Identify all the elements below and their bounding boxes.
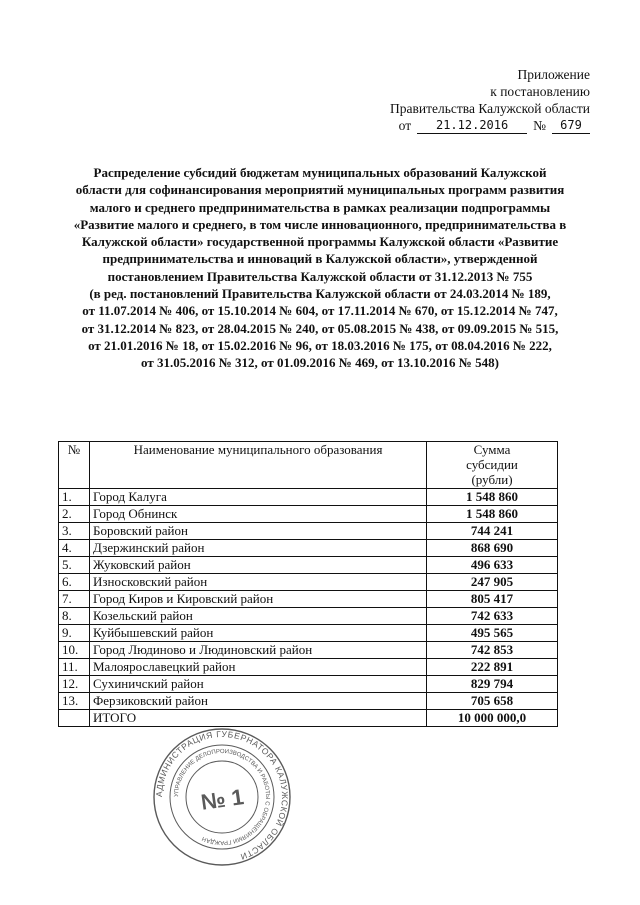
title-line: Распределение субсидий бюджетам муниципальных образований Калужской xyxy=(93,165,547,180)
appendix-line-1: Приложение xyxy=(517,67,590,82)
header-amount-line: (рубли) xyxy=(471,472,513,487)
row-amount: 1 548 860 xyxy=(427,506,558,523)
appendix-line-3: Правительства Калужской области xyxy=(389,101,590,116)
row-amount: 868 690 xyxy=(427,540,558,557)
table-row xyxy=(59,608,558,625)
row-name: Город Калуга xyxy=(90,489,427,506)
title-line: от 31.05.2016 № 312, от 01.09.2016 № 469, от 13.10.2016 № 548) xyxy=(141,355,499,371)
row-name: Куйбышевский район xyxy=(90,625,427,642)
table-row xyxy=(59,557,558,574)
row-amount: 495 565 xyxy=(427,625,558,642)
row-no: 11. xyxy=(59,659,90,676)
subsidy-table xyxy=(58,441,558,727)
title-line: от 31.12.2014 № 823, от 28.04.2015 № 240, от 05.08.2015 № 438, от 09.09.2015 № 515, xyxy=(81,320,559,336)
title-line: предпринимательства и инноваций в Калужской области», утвержденной xyxy=(102,251,538,267)
row-no: 6. xyxy=(59,574,90,591)
row-no: 7. xyxy=(59,591,90,608)
stamp-outer-text-path: АДМИНИСТРАЦИЯ ГУБЕРНАТОРА КАЛУЖСКОЙ ОБЛАСТИ xyxy=(153,728,291,863)
table-row xyxy=(59,591,558,608)
document-title xyxy=(40,164,600,372)
title-line: малого и среднего предпринимательства в рамках реализации подпрограммы xyxy=(89,199,551,215)
row-amount: 222 891 xyxy=(427,659,558,676)
title-line: Калужской области» государственной программы Калужской области «Развитие xyxy=(81,234,559,250)
row-amount: 829 794 xyxy=(427,676,558,693)
appendix-line-2: к постановлению xyxy=(490,84,590,99)
row-no: 9. xyxy=(59,625,90,642)
row-amount: 496 633 xyxy=(427,557,558,574)
row-name: Город Людиново и Людиновский район xyxy=(90,642,427,659)
row-no: 2. xyxy=(59,506,90,523)
row-name: Износковский район xyxy=(90,574,427,591)
row-amount: 1 548 860 xyxy=(427,489,558,506)
header-name: Наименование муниципального образования xyxy=(90,442,427,489)
row-amount: 805 417 xyxy=(427,591,558,608)
row-name: Дзержинский район xyxy=(90,540,427,557)
appendix-header xyxy=(330,66,590,134)
header-no: № xyxy=(59,442,90,489)
title-line: постановлением Правительства Калужской области от 31.12.2013 № 755 xyxy=(107,268,533,284)
row-no: 1. xyxy=(59,489,90,506)
table-row xyxy=(59,676,558,693)
table-row xyxy=(59,506,558,523)
row-no: 13. xyxy=(59,693,90,710)
row-no: 4. xyxy=(59,540,90,557)
title-line: от 21.01.2016 № 18, от 15.02.2016 № 96, от 18.03.2016 № 175, от 08.04.2016 № 222, xyxy=(88,337,552,353)
total-no xyxy=(59,710,90,727)
row-name: Сухиничский район xyxy=(90,676,427,693)
row-no: 8. xyxy=(59,608,90,625)
stamp-number: № 1 xyxy=(199,784,246,815)
header-amount-line: субсидии xyxy=(466,457,518,472)
row-amount: 744 241 xyxy=(427,523,558,540)
header-amount xyxy=(427,442,558,489)
table-row xyxy=(59,523,558,540)
table-row xyxy=(59,574,558,591)
row-name: Город Киров и Кировский район xyxy=(90,591,427,608)
row-no: 10. xyxy=(59,642,90,659)
total-row xyxy=(59,710,558,727)
row-name: Малоярославецкий район xyxy=(90,659,427,676)
table-row xyxy=(59,659,558,676)
row-name: Козельский район xyxy=(90,608,427,625)
row-no: 5. xyxy=(59,557,90,574)
table-row xyxy=(59,693,558,710)
official-stamp xyxy=(152,727,292,867)
table-row xyxy=(59,625,558,642)
row-amount: 247 905 xyxy=(427,574,558,591)
title-line: «Развитие малого и среднего, в том числе инновационного, предпринимательства в xyxy=(73,216,567,232)
order-date-line xyxy=(330,117,590,134)
row-name: Боровский район xyxy=(90,523,427,540)
title-line: от 11.07.2014 № 406, от 15.10.2014 № 604, от 17.11.2014 № 670, от 15.12.2014 № 747, xyxy=(82,303,558,319)
table-header-row xyxy=(59,442,558,489)
number-label: № xyxy=(533,118,546,133)
row-name: Ферзиковский район xyxy=(90,693,427,710)
order-date: 21.12.2016 xyxy=(417,118,527,134)
title-line: области для софинансирования мероприятий муниципальных программ развития xyxy=(75,182,565,198)
order-number: 679 xyxy=(552,118,590,134)
row-no: 12. xyxy=(59,676,90,693)
stamp-inner-text-path: УПРАВЛЕНИЕ ДЕЛОПРОИЗВОДСТВА И РАБОТЫ С ОБРАЩЕНИЯМИ ГРАЖДАН xyxy=(173,748,271,846)
row-amount: 742 633 xyxy=(427,608,558,625)
row-name: Город Обнинск xyxy=(90,506,427,523)
table-row xyxy=(59,540,558,557)
table-row xyxy=(59,642,558,659)
header-amount-line: Сумма xyxy=(473,442,511,457)
title-line: (в ред. постановлений Правительства Калужской области от 24.03.2014 № 189, xyxy=(89,286,551,302)
table-row xyxy=(59,489,558,506)
total-label: ИТОГО xyxy=(90,710,427,727)
row-amount: 705 658 xyxy=(427,693,558,710)
row-amount: 742 853 xyxy=(427,642,558,659)
total-amount: 10 000 000,0 xyxy=(427,710,558,727)
row-name: Жуковский район xyxy=(90,557,427,574)
from-label: от xyxy=(398,118,412,133)
row-no: 3. xyxy=(59,523,90,540)
